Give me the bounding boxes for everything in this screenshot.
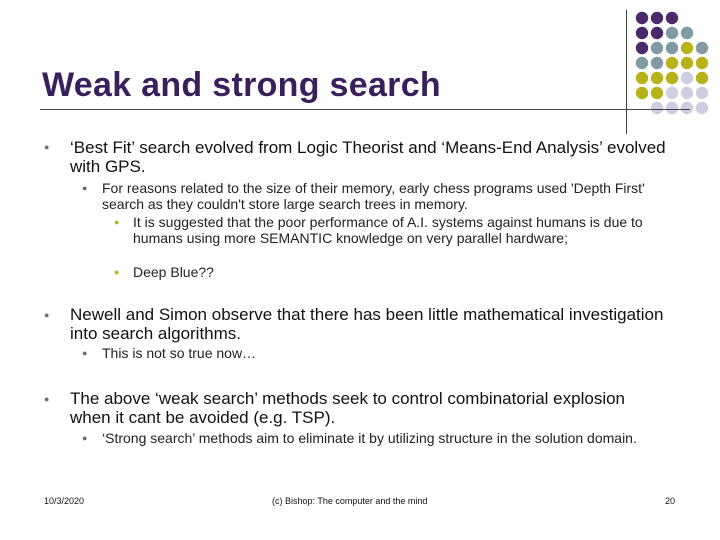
bullet-1-1-2: Deep Blue??	[133, 264, 214, 280]
footer-page-number: 20	[665, 496, 676, 506]
bullet-1-1-1: It is suggested that the poor performance of A.I. systems against humans is due to humans using more SEMANTIC knowledge on very parallel hardware;	[133, 214, 643, 246]
bullet-marker: ●	[44, 394, 50, 404]
bullet-marker: ●	[82, 433, 88, 443]
bullet-1-1: For reasons related to the size of their memory, early chess programs used 'Depth First' search as they couldn't store large search trees in memory.	[102, 180, 645, 212]
bullet-3: The above ‘weak search’ methods seek to control combinatorial explosion when it cant be avoided (e.g. TSP).	[70, 389, 625, 427]
decorative-dot	[681, 27, 693, 39]
decorative-dot	[666, 12, 678, 24]
decorative-dot	[696, 42, 708, 54]
bullet-marker: ●	[44, 142, 50, 152]
decorative-dot	[681, 72, 693, 84]
decorative-dot	[651, 72, 663, 84]
decorative-dot	[696, 57, 708, 69]
bullet-marker: ●	[44, 310, 50, 320]
bullet-1: ‘Best Fit’ search evolved from Logic Theorist and ‘Means-End Analysis’ evolved with GPS.	[70, 138, 666, 176]
decorative-dot	[651, 87, 663, 99]
footer-date: 10/3/2020	[44, 496, 85, 506]
decorative-dot	[696, 87, 708, 99]
slide-title: Weak and strong search	[42, 66, 441, 104]
decorative-dot	[666, 42, 678, 54]
decorative-dot	[666, 72, 678, 84]
title-underline	[40, 109, 690, 110]
decorative-dot	[651, 42, 663, 54]
footer-credit: (c) Bishop: The computer and the mind	[272, 496, 428, 506]
decorative-dot	[651, 27, 663, 39]
decorative-dot	[666, 57, 678, 69]
decorative-dot	[681, 102, 693, 114]
decorative-dot	[681, 57, 693, 69]
bullet-marker: ●	[82, 183, 88, 193]
bullet-marker: ●	[82, 348, 88, 358]
decorative-dot	[651, 57, 663, 69]
decorative-dot	[636, 87, 648, 99]
decorative-dot	[696, 72, 708, 84]
bullet-2-1: This is not so true now…	[102, 345, 257, 361]
decorative-dot	[636, 42, 648, 54]
decorative-dot	[636, 57, 648, 69]
decorative-dot	[636, 12, 648, 24]
decorative-dot	[636, 72, 648, 84]
decorative-dot	[666, 87, 678, 99]
decorative-dot	[696, 102, 708, 114]
decorative-dot	[681, 87, 693, 99]
bullet-2: Newell and Simon observe that there has been little mathematical investigation into search algorithms.	[70, 305, 664, 343]
vertical-rule	[626, 10, 627, 134]
decorative-dot	[666, 102, 678, 114]
bullet-marker: ●	[114, 217, 120, 227]
decorative-dot	[651, 102, 663, 114]
decorative-dot	[636, 27, 648, 39]
bullet-marker: ●	[114, 267, 120, 277]
bullet-3-1: ‘Strong search’ methods aim to eliminate it by utilizing structure in the solution domain.	[102, 430, 637, 446]
decorative-dot	[651, 12, 663, 24]
decorative-dot	[681, 42, 693, 54]
decorative-dot	[666, 27, 678, 39]
